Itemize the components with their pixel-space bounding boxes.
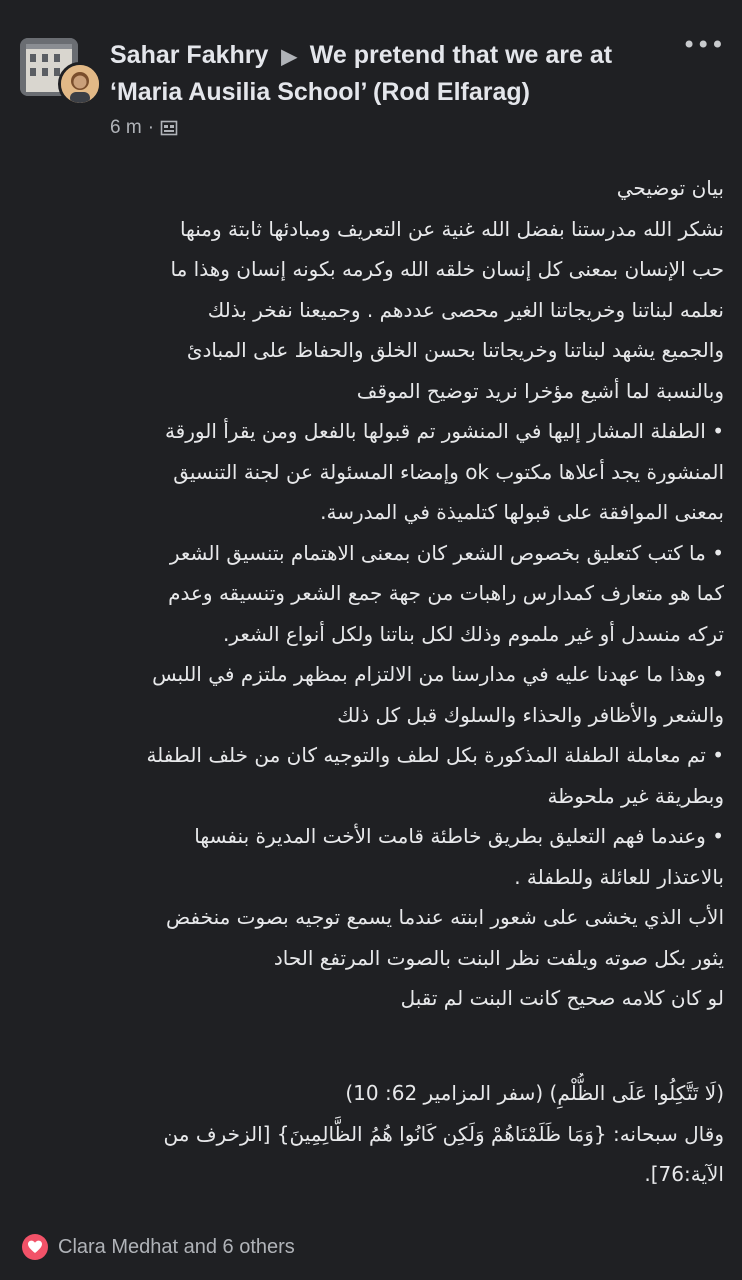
blank-line	[18, 1019, 724, 1060]
body-line: المنشورة يجد أعلاها مكتوب ok وإمضاء المسئولة عن لجنة التنسيق	[173, 459, 724, 484]
body-line: • ما كتب كتعليق بخصوص الشعر كان بمعنى الاهتمام بتنسيق الشعر	[169, 540, 724, 565]
body-line: تركه منسدل أو غير ملموم وذلك لكل بناتنا ولكل أنواع الشعر.	[222, 621, 724, 646]
group-name[interactable]: We pretend that we are at ‘Maria Ausilia School’ (Rod Elfarag)	[110, 41, 613, 106]
heart-icon[interactable]	[22, 1234, 48, 1260]
body-line: نعلمه لبناتنا وخريجاتنا الغير محصى عددهم . وجميعنا نفخر بذلك	[207, 297, 724, 322]
body-line: وبطريقة غير ملحوظة	[547, 783, 724, 808]
body-line: الأب الذي يخشى على شعور ابنته عندما يسمع توجيه بصوت منخفض	[166, 905, 724, 929]
body-line: • الطفلة المشار إليها في المنشور تم قبولها بالفعل ومن يقرأ الورقة	[164, 419, 724, 443]
body-line: كما هو متعارف كمدارس راهبات من جهة جمع الشعر وتنسيقه وعدم	[168, 581, 724, 605]
meta-separator: ·	[147, 117, 155, 138]
body-line: نشكر الله مدرستنا بفضل الله غنية عن التعريف ومبادئها ثابتة ومنها	[179, 216, 724, 241]
arrow-right-icon: ▶	[281, 46, 297, 68]
more-options-button[interactable]: •••	[682, 31, 725, 59]
quote-line: الآية:76].	[644, 1162, 724, 1186]
post-meta	[110, 114, 178, 142]
body-line: والجميع يشهد لبناتنا وخريجاتنا بحسن الخلق والحفاظ على المبادئ	[186, 338, 724, 362]
body-line: بيان توضيحي	[616, 176, 724, 200]
body-line: • تم معاملة الطفلة المذكورة بكل لطف والتوجيه كان من خلف الطفلة	[146, 743, 724, 767]
quote-line: وقال سبحانه: {وَمَا ظَلَمْنَاهُمْ وَلَكِن كَانُوا هُمُ الظَّالِمِينَ} [الزخرف من	[163, 1121, 724, 1146]
audience-group-icon	[160, 119, 178, 137]
author-name[interactable]: Sahar Fakhry	[110, 41, 269, 69]
post-body	[18, 168, 724, 1195]
post-header	[0, 0, 742, 150]
post-timestamp[interactable]: 6 m	[110, 117, 142, 138]
reactions-text[interactable]: Clara Medhat and 6 others	[58, 1235, 295, 1258]
person-photo-icon	[61, 65, 99, 103]
body-line: • وعندما فهم التعليق بطريق خاطئة قامت الأخت المديرة بنفسها	[194, 824, 724, 848]
body-line: يثور بكل صوته ويلفت نظر البنت بالصوت المرتفع الحاد	[273, 945, 724, 970]
post-title	[110, 38, 670, 110]
reactions-bar[interactable]	[22, 1232, 295, 1262]
body-line: لو كان كلامه صحيح كانت البنت لم تقبل	[400, 986, 724, 1010]
body-line: بمعنى الموافقة على قبولها كتلميذة في المدرسة.	[320, 500, 724, 524]
body-line: بالاعتذار للعائلة وللطفلة .	[514, 864, 724, 889]
author-avatar[interactable]	[58, 62, 102, 106]
body-line: حب الإنسان بمعنى كل إنسان خلقه الله وكرمه بكونه إنسان وهذا ما	[170, 257, 724, 281]
body-line: • وهذا ما عهدنا عليه في مدارسنا من الالتزام بمظهر ملتزم في اللبس	[152, 662, 724, 686]
body-line: والشعر والأظافر والحذاء والسلوك قبل كل ذلك	[337, 702, 724, 727]
body-line: وبالنسبة لما أشيع مؤخرا نريد توضيح الموقف	[356, 378, 724, 403]
quote-line: (لَا تَتَّكِلُوا عَلَى الظُّلْمِ) (سفر المزامير 62: 10)	[345, 1081, 724, 1105]
